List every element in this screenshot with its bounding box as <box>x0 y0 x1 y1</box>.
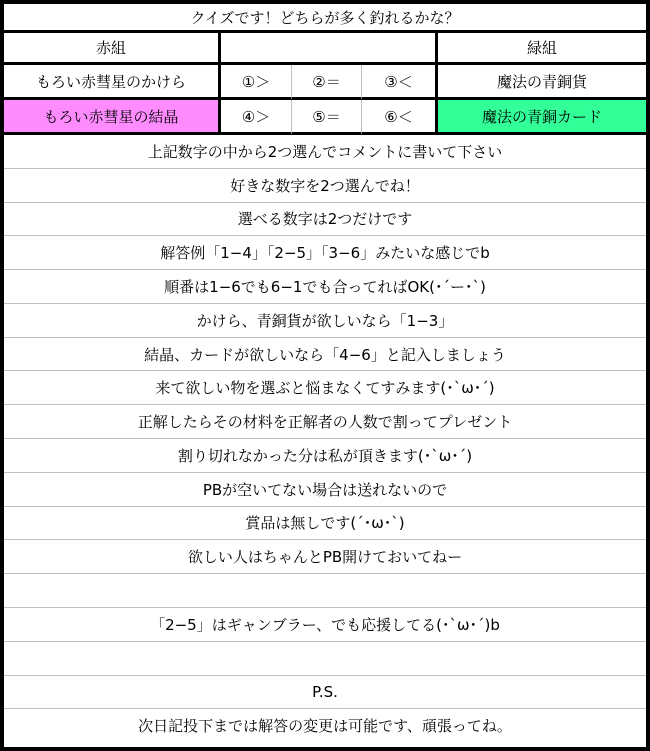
green-item-cell: 魔法の青銅貨 <box>435 65 646 100</box>
note-row: 割り切れなかった分は私が頂きます(･`ω･´) <box>4 438 646 472</box>
option-cell-5: ⑤＝ <box>291 100 361 135</box>
green-team-header: 緑組 <box>435 33 646 65</box>
note-row: 結晶、カードが欲しいなら「4−6」と記入しましょう <box>4 337 646 371</box>
notes-section <box>4 135 646 742</box>
team-header-spacer <box>218 33 435 65</box>
red-team-header: 赤組 <box>4 33 218 65</box>
note-row: 選べる数字は2つだけです <box>4 202 646 236</box>
empty-row <box>4 641 646 675</box>
red-item-cell: もろい赤彗星のかけら <box>4 65 218 100</box>
note-row: 正解したらその材料を正解者の人数で割ってプレゼント <box>4 404 646 438</box>
quiz-title: クイズです！どちらが多く釣れるかな？ <box>4 4 646 33</box>
matchup-row-1 <box>4 65 646 100</box>
note-row: 上記数字の中から2つ選んでコメントに書いて下さい <box>147 142 503 161</box>
note-row: かけら、青銅貨が欲しいなら「1−3」 <box>4 303 646 337</box>
green-item-cell-highlighted: 魔法の青銅カード <box>435 100 646 135</box>
note-row: 解答例「1−4」「2−5」「3−6」みたいな感じでb <box>4 235 646 269</box>
note-row: 好きな数字を2つ選んでね！ <box>4 168 646 202</box>
note-row: 順番は1−6でも6−1でも合ってればOK(･´ー･`) <box>4 269 646 303</box>
note-row: 次日記投下までは解答の変更は可能です、頑張ってね。 <box>4 708 646 742</box>
option-cell-3: ③＜ <box>361 65 435 100</box>
note-row: 来て欲しい物を選ぶと悩まなくてすみます(･`ω･´) <box>4 370 646 404</box>
note-row: 欲しい人はちゃんとPB開けておいてねー <box>4 539 646 573</box>
empty-row <box>4 573 646 607</box>
option-cell-2: ②＝ <box>291 65 361 100</box>
team-header-row <box>4 33 646 65</box>
note-row: 賞品は無しです(´･ω･`) <box>4 506 646 540</box>
red-item-cell-highlighted: もろい赤彗星の結晶 <box>4 100 218 135</box>
postscript-label: P.S. <box>4 675 646 709</box>
note-row: 「2−5」はギャンブラー、でも応援してる(･`ω･´)b <box>4 607 646 641</box>
option-cell-4: ④＞ <box>218 100 291 135</box>
option-cell-6: ⑥＜ <box>361 100 435 135</box>
note-row: PBが空いてない場合は送れないので <box>4 472 646 506</box>
matchup-row-2 <box>4 100 646 135</box>
option-cell-1: ①＞ <box>218 65 291 100</box>
